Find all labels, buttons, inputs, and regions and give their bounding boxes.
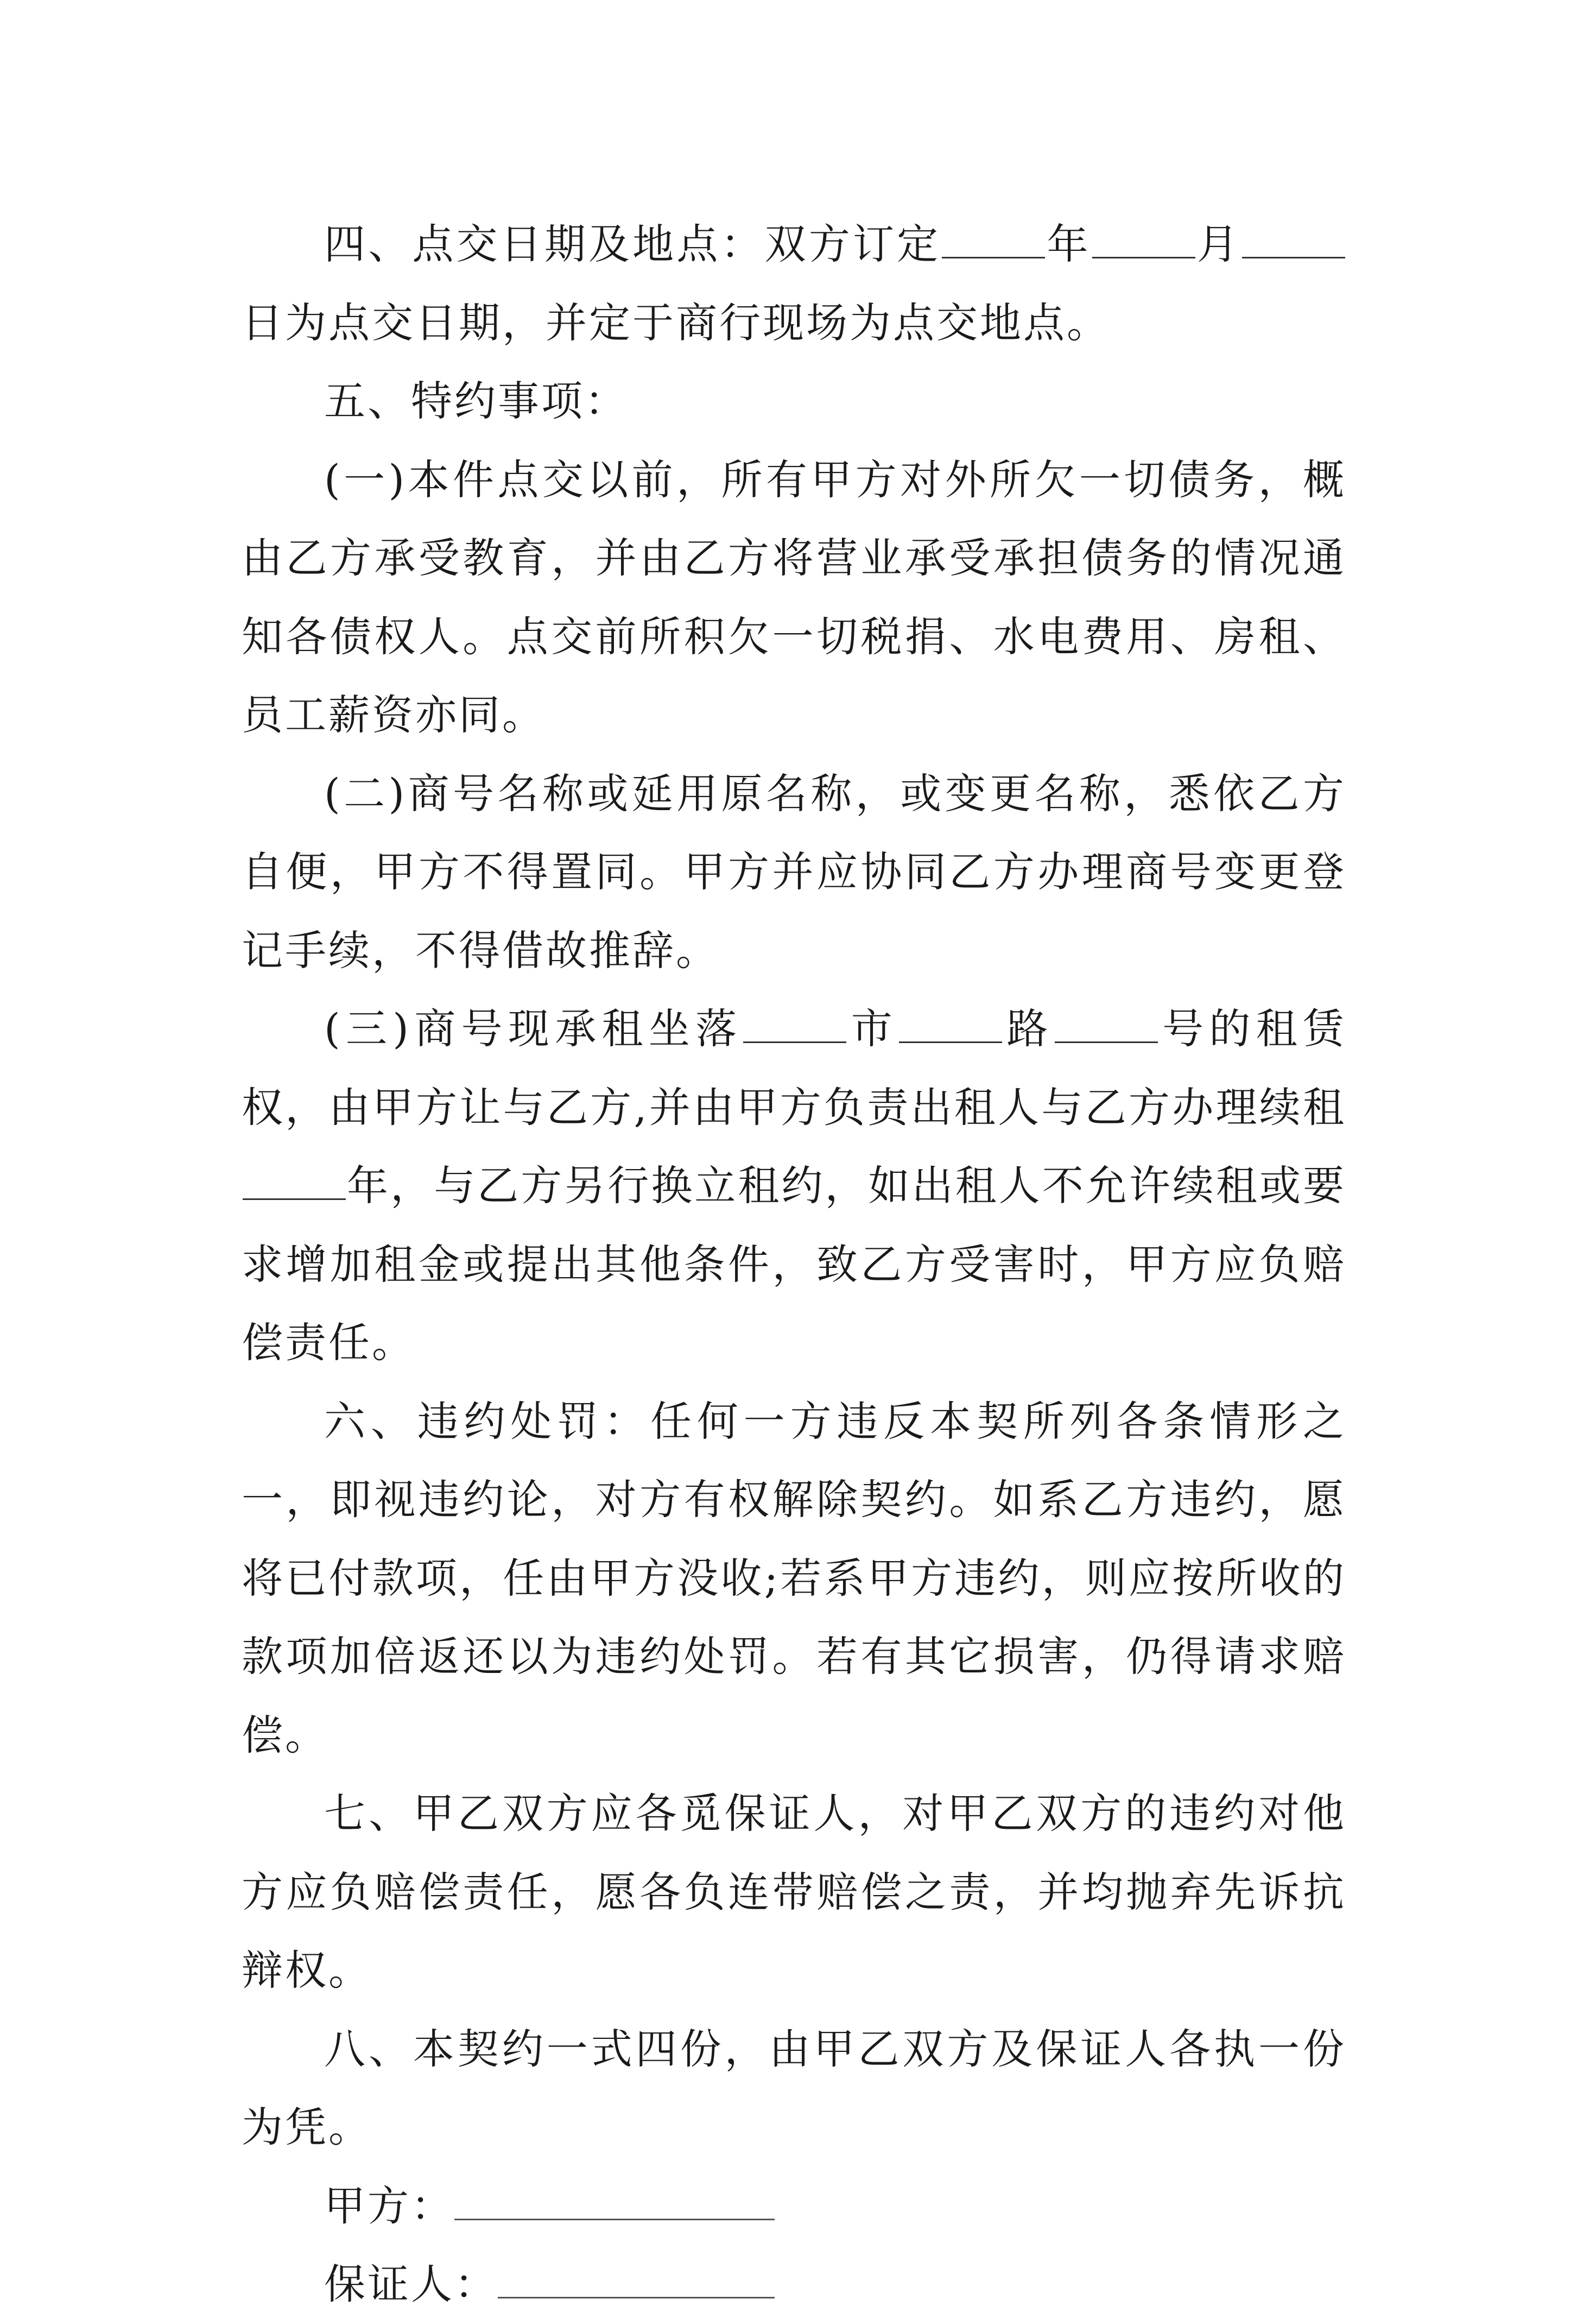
contract-body <box>242 205 1346 2324</box>
party-a-signature-line <box>454 2218 775 2220</box>
renewal-years-blank <box>243 1198 346 1200</box>
party-a-signature <box>242 2167 1346 2246</box>
clause-5-item-2: (二)商号名称或延用原名称，或变更名称，悉依乙方自便，甲方不得置同。甲方并应协同乙方办理商号变更登记手续，不得借故推辞。 <box>242 769 1346 975</box>
road-blank <box>899 1041 1002 1043</box>
city-blank <box>743 1041 846 1043</box>
month-blank <box>1092 256 1195 258</box>
number-blank <box>1055 1041 1158 1043</box>
clause-5-item-1: (一)本件点交以前，所有甲方对外所欠一切债务，概由乙方承受教育，并由乙方将营业承受承担债务的情况通知各债权人。点交前所积欠一切税捐、水电费用、房租、员工薪资亦同。 <box>242 455 1346 739</box>
clause-7-guarantors: 七、甲乙双方应各觅保证人，对甲乙双方的违约对他方应负赔偿责任，愿各负连带赔偿之责，并均抛弃先诉抗辩权。 <box>242 1789 1346 1994</box>
clause-4-delivery-date: 四、点交日期及地点：双方订定 年 月日为点交日期，并定于商行现场为点交地点。 <box>242 205 1346 362</box>
guarantor-signature <box>242 2245 1346 2324</box>
guarantor-label: 保证人： <box>324 2260 498 2308</box>
clause-8-copies: 八、本契约一式四份，由甲乙双方及保证人各执一份为凭。 <box>242 2024 1346 2151</box>
clause-5-item-3: (三)商号现承租坐落 市 路 号的租赁权，由甲方让与乙方,并由甲方负责出租人与乙方办理续租年，与乙方另行换立租约，如出租人不允许续租或要求增加租金或提出其他条件，致乙方受害时，甲方应负赔偿责任。 <box>242 1005 1347 1367</box>
clause-5-heading: 五、特约事项： <box>324 377 628 425</box>
clause-6-breach-penalty: 六、违约处罚：任何一方违反本契所列各条情形之一，即视违约论，对方有权解除契约。如系乙方违约，愿将已付款项，任由甲方没收;若系甲方违约，则应按所收的款项加倍返还以为违约处罚。若有其它损害，仍得请求赔偿。 <box>242 1397 1346 1759</box>
day-blank <box>1242 256 1345 258</box>
guarantor-signature-line <box>498 2296 775 2298</box>
year-blank <box>942 256 1045 258</box>
party-a-label: 甲方： <box>324 2181 454 2230</box>
